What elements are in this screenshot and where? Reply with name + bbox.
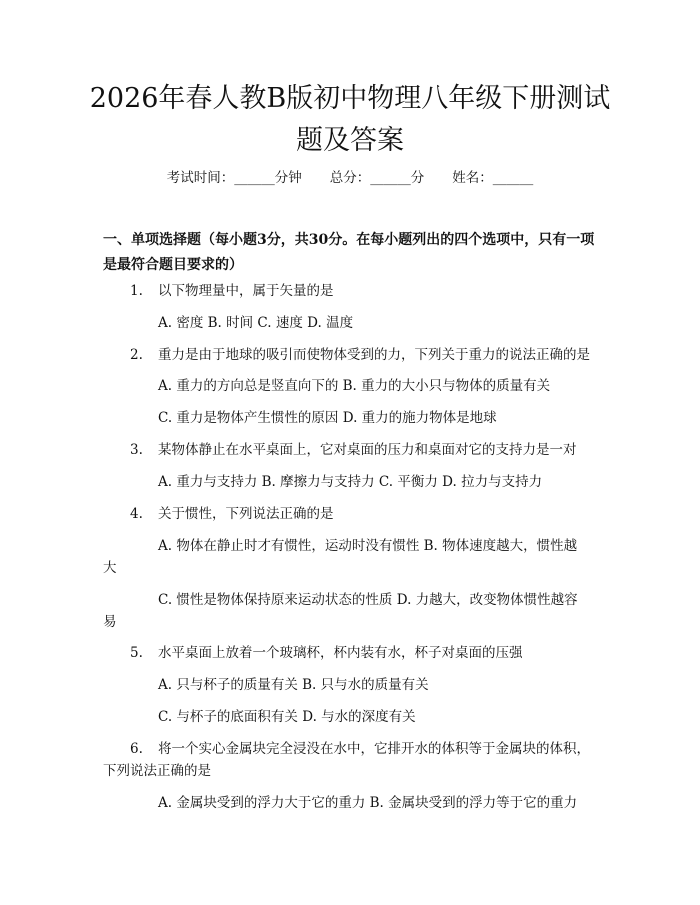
question-number: 3.	[130, 442, 143, 458]
title-line-2: 题及答案	[296, 125, 404, 156]
question-number: 4.	[130, 506, 143, 522]
question-options: C. 重力是物体产生惯性的原因 D. 重力的施力物体是地球	[158, 410, 497, 426]
section-heading	[103, 228, 603, 278]
question-options: A. 重力的方向总是竖直向下的 B. 重力的大小只与物体的质量有关	[158, 378, 551, 394]
question-options-wrap: 大	[103, 560, 117, 576]
section-heading-line-1: 一、单项选择题（每小题3分，共30分。在每小题列出的四个选项中，只有一项	[103, 232, 595, 248]
question-stem: 关于惯性，下列说法正确的是	[158, 506, 334, 522]
question-stem: 水平桌面上放着一个玻璃杯，杯内装有水，杯子对桌面的压强	[158, 645, 523, 661]
title-line-1: 2026年春人教B版初中物理八年级下册测试	[89, 83, 611, 114]
question-number: 6.	[130, 741, 143, 757]
question-options: C. 与杯子的底面积有关 D. 与水的深度有关	[158, 709, 416, 725]
page-title	[60, 78, 640, 162]
question-number: 2.	[130, 347, 143, 363]
question-options: A. 只与杯子的质量有关 B. 只与水的质量有关	[158, 677, 429, 693]
exam-time-field: 考试时间：______分钟	[166, 170, 302, 186]
name-field: 姓名：______	[452, 170, 534, 186]
question-stem: 某物体静止在水平桌面上，它对桌面的压力和桌面对它的支持力是一对	[158, 442, 577, 458]
question-options-wrap: 易	[103, 614, 117, 630]
section-heading-line-2: 是最符合题目要求的）	[103, 257, 243, 273]
question-options: C. 惯性是物体保持原来运动状态的性质 D. 力越大，改变物体惯性越容	[158, 592, 578, 608]
question-options: A. 金属块受到的浮力大于它的重力 B. 金属块受到的浮力等于它的重力	[158, 795, 578, 811]
question-stem: 以下物理量中，属于矢量的是	[158, 283, 334, 299]
question-options: A. 密度 B. 时间 C. 速度 D. 温度	[158, 315, 354, 331]
question-stem: 将一个实心金属块完全浸没在水中，它排开水的体积等于金属块的体积，	[158, 741, 590, 757]
exam-meta	[0, 168, 700, 188]
question-options: A. 重力与支持力 B. 摩擦力与支持力 C. 平衡力 D. 拉力与支持力	[158, 474, 543, 490]
question-number: 5.	[130, 645, 143, 661]
question-number: 1.	[130, 283, 143, 299]
question-options: A. 物体在静止时才有惯性，运动时没有惯性 B. 物体速度越大，惯性越	[158, 538, 578, 554]
total-score-field: 总分：______分	[329, 170, 425, 186]
question-stem: 重力是由于地球的吸引而使物体受到的力，下列关于重力的说法正确的是	[158, 347, 590, 363]
question-stem-wrap: 下列说法正确的是	[103, 763, 211, 779]
